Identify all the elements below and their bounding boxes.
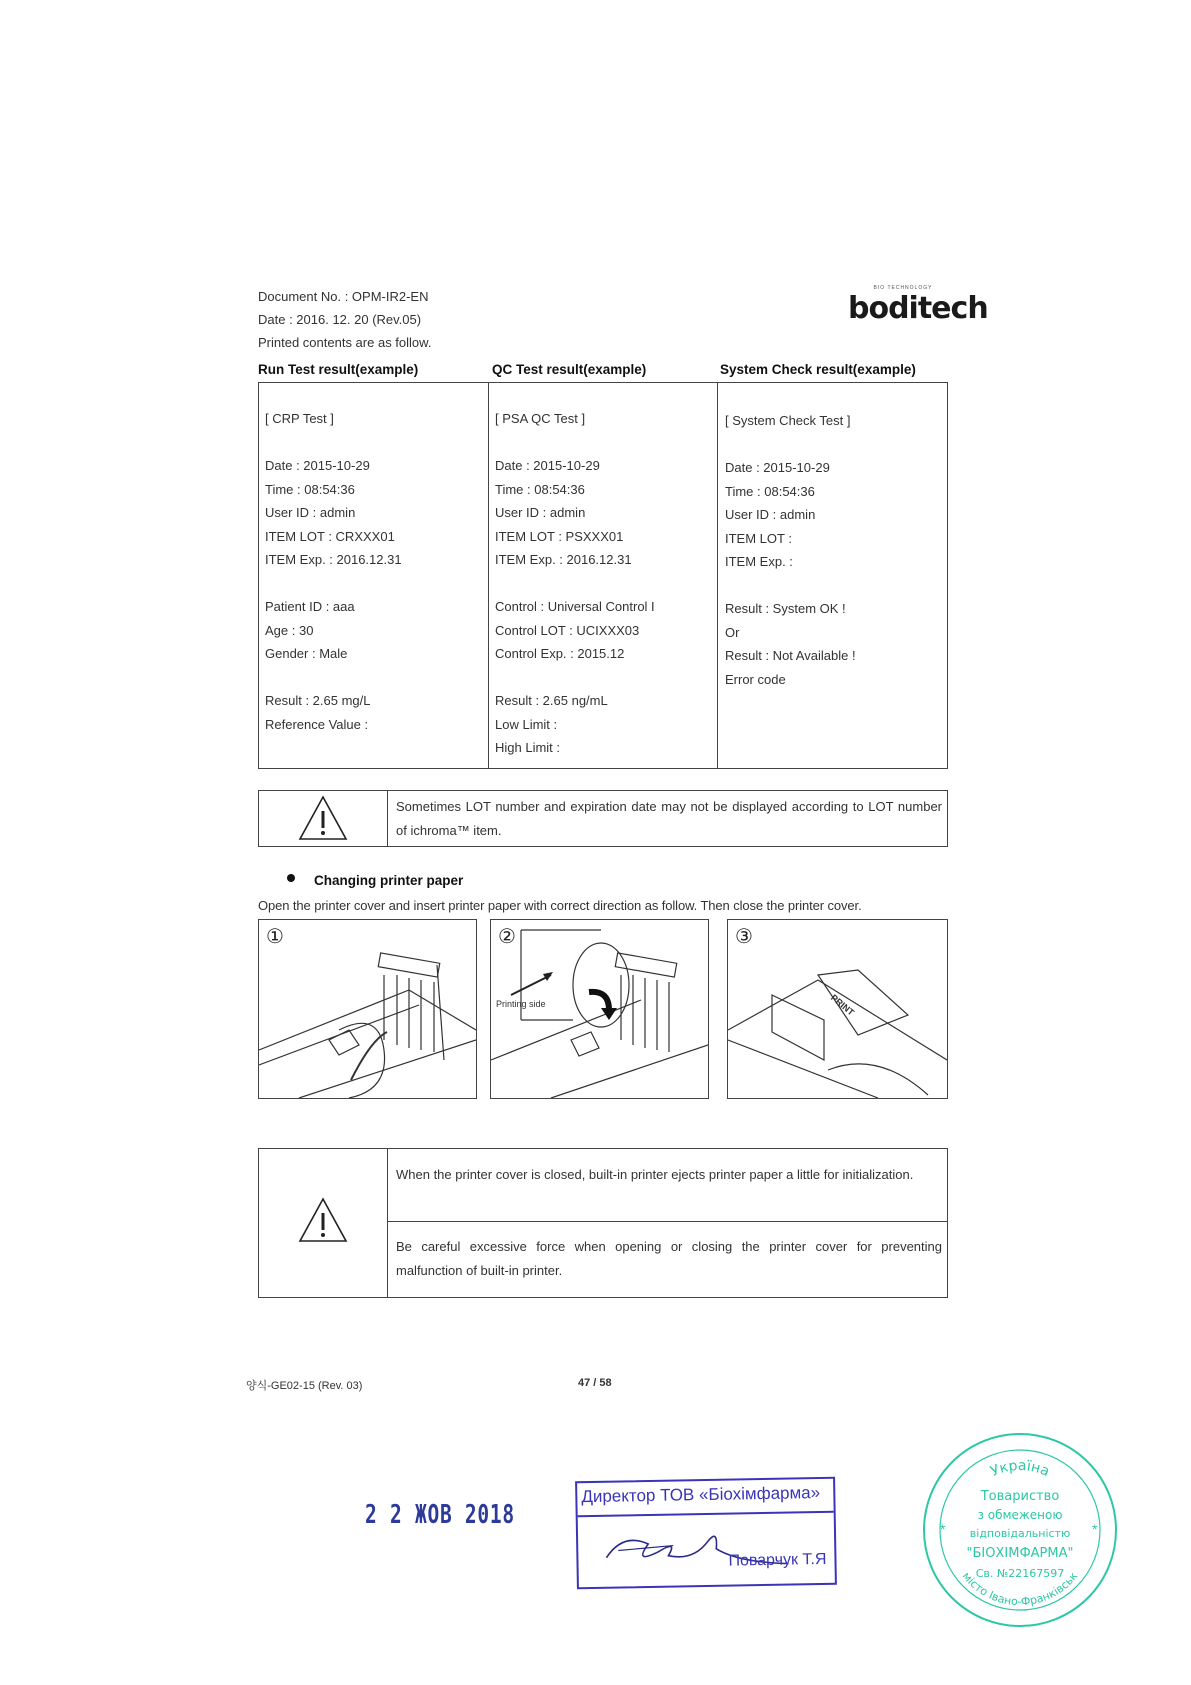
result-line: ITEM Exp. : — [725, 554, 793, 569]
printer-open-drawing — [259, 920, 476, 1098]
result-line: Time : 08:54:36 — [725, 483, 815, 499]
init-note-text: When the printer cover is closed, built-in printer ejects printer paper a little for initialization. — [396, 1167, 914, 1182]
qc-test-result-column — [495, 407, 655, 760]
result-line: Reference Value : — [265, 716, 369, 732]
step-number: ① — [266, 926, 284, 948]
logo-tagline: BIO TECHNOLOGY — [873, 285, 933, 291]
printer-section-title: Changing printer paper — [314, 873, 464, 888]
result-line: High Limit : — [495, 740, 561, 755]
stamp-rule — [578, 1511, 834, 1517]
result-line: User ID : admin — [725, 507, 816, 522]
result-line: Result : Not Available ! — [725, 648, 856, 663]
seal-line-1: Товариство — [980, 1489, 1060, 1504]
company-seal — [920, 1430, 1120, 1630]
result-line: User ID : admin — [265, 505, 356, 520]
seal-line-5: Св. №22167597 — [975, 1567, 1065, 1580]
seal-city: місто Івано-Франківськ — [959, 1569, 1081, 1609]
warning-notes-table — [258, 1148, 948, 1298]
result-line: Low Limit : — [495, 716, 558, 732]
qc-test-heading: QC Test result(example) — [492, 362, 647, 377]
lot-note-text: Sometimes LOT number and expiration date may not be displayed according to LOT number of ichroma™ item. — [396, 799, 942, 838]
result-line: Date : 2015-10-29 — [725, 460, 830, 475]
step-number: ③ — [735, 926, 753, 948]
system-check-heading: System Check result(example) — [720, 362, 916, 377]
result-line: Gender : Male — [265, 646, 348, 661]
director-stamp — [575, 1477, 837, 1590]
document-date: Date : 2016. 12. 20 (Rev.05) — [258, 312, 422, 327]
result-line: Result : 2.65 ng/mL — [495, 693, 608, 708]
printing-side-label: Printing side — [496, 999, 546, 1009]
result-line: ITEM Exp. : 2016.12.31 — [495, 552, 632, 567]
result-line: [ PSA QC Test ] — [495, 411, 586, 426]
result-line: ITEM Exp. : 2016.12.31 — [265, 552, 402, 567]
step-3-illustration — [727, 919, 948, 1099]
result-line: Age : 30 — [265, 622, 314, 638]
result-line: [ System Check Test ] — [725, 413, 851, 428]
document-number: Document No. : OPM-IR2-EN — [258, 289, 429, 304]
paper-roll-drawing — [491, 920, 708, 1098]
result-line: Error code — [725, 671, 786, 687]
page-number: 47 / 58 — [578, 1377, 612, 1389]
seal-line-4: "БІОХІМФАРМА" — [966, 1546, 1074, 1561]
warning-icon — [297, 1196, 349, 1244]
printer-closed-drawing — [728, 920, 947, 1098]
run-test-heading: Run Test result(example) — [258, 362, 419, 377]
director-label: Директор ТОВ «Біохімфарма» — [581, 1483, 821, 1507]
result-line: ITEM LOT : CRXXX01 — [265, 528, 395, 544]
print-label: PRINT — [828, 992, 857, 1018]
result-line: Result : 2.65 mg/L — [265, 693, 371, 708]
warning-icon — [297, 794, 349, 842]
step-number: ② — [498, 926, 516, 948]
result-line: Result : System OK ! — [725, 601, 846, 616]
force-note-text: Be careful excessive force when opening or closing the printer cover for preventing malfunction of built-in printer. — [396, 1239, 942, 1278]
result-line: User ID : admin — [495, 505, 586, 520]
system-check-result-column — [725, 409, 856, 691]
result-line: Date : 2015-10-29 — [265, 458, 370, 473]
seal-country: Україна — [988, 1457, 1052, 1481]
result-line: Time : 08:54:36 — [265, 481, 355, 497]
note-divider — [387, 1149, 388, 1297]
logo-text: boditech — [848, 291, 988, 326]
company-logo — [848, 285, 988, 326]
result-line: Control Exp. : 2015.12 — [495, 646, 625, 661]
intro-text: Printed contents are as follow. — [258, 335, 432, 350]
result-line: Patient ID : aaa — [265, 599, 355, 614]
column-divider — [717, 383, 718, 768]
result-line: Date : 2015-10-29 — [495, 458, 600, 473]
result-line: Or — [725, 624, 740, 640]
result-line: Time : 08:54:36 — [495, 481, 585, 497]
bullet-icon — [287, 874, 295, 882]
result-line: Control LOT : UCIXXX03 — [495, 622, 640, 638]
date-stamp: 2 2 ЖОВ 2018 — [365, 1500, 515, 1530]
result-line: [ CRP Test ] — [265, 411, 334, 426]
svg-text:*: * — [1092, 1521, 1098, 1537]
seal-line-3: відповідальністю — [969, 1527, 1071, 1540]
signer-name: Поварчук Т.Я — [728, 1550, 827, 1570]
document-header — [258, 285, 431, 354]
result-line: ITEM LOT : PSXXX01 — [495, 528, 624, 544]
form-id: 양식-GE02-15 (Rev. 03) — [246, 1380, 363, 1392]
step-2-illustration — [490, 919, 709, 1099]
result-line: Control : Universal Control I — [495, 599, 655, 614]
result-line: ITEM LOT : — [725, 530, 792, 546]
row-divider — [387, 1221, 947, 1222]
seal-line-2: з обмеженою — [977, 1508, 1063, 1522]
note-divider — [387, 791, 388, 846]
step-1-illustration — [258, 919, 477, 1099]
printer-instructions: Open the printer cover and insert printer paper with correct direction as follow. Then close the printer cover. — [258, 898, 862, 913]
column-divider — [488, 383, 489, 768]
lot-note-box — [258, 790, 948, 847]
run-test-result-column — [265, 407, 402, 736]
svg-text:Україна — [988, 1458, 1052, 1480]
svg-text:*: * — [940, 1521, 946, 1537]
